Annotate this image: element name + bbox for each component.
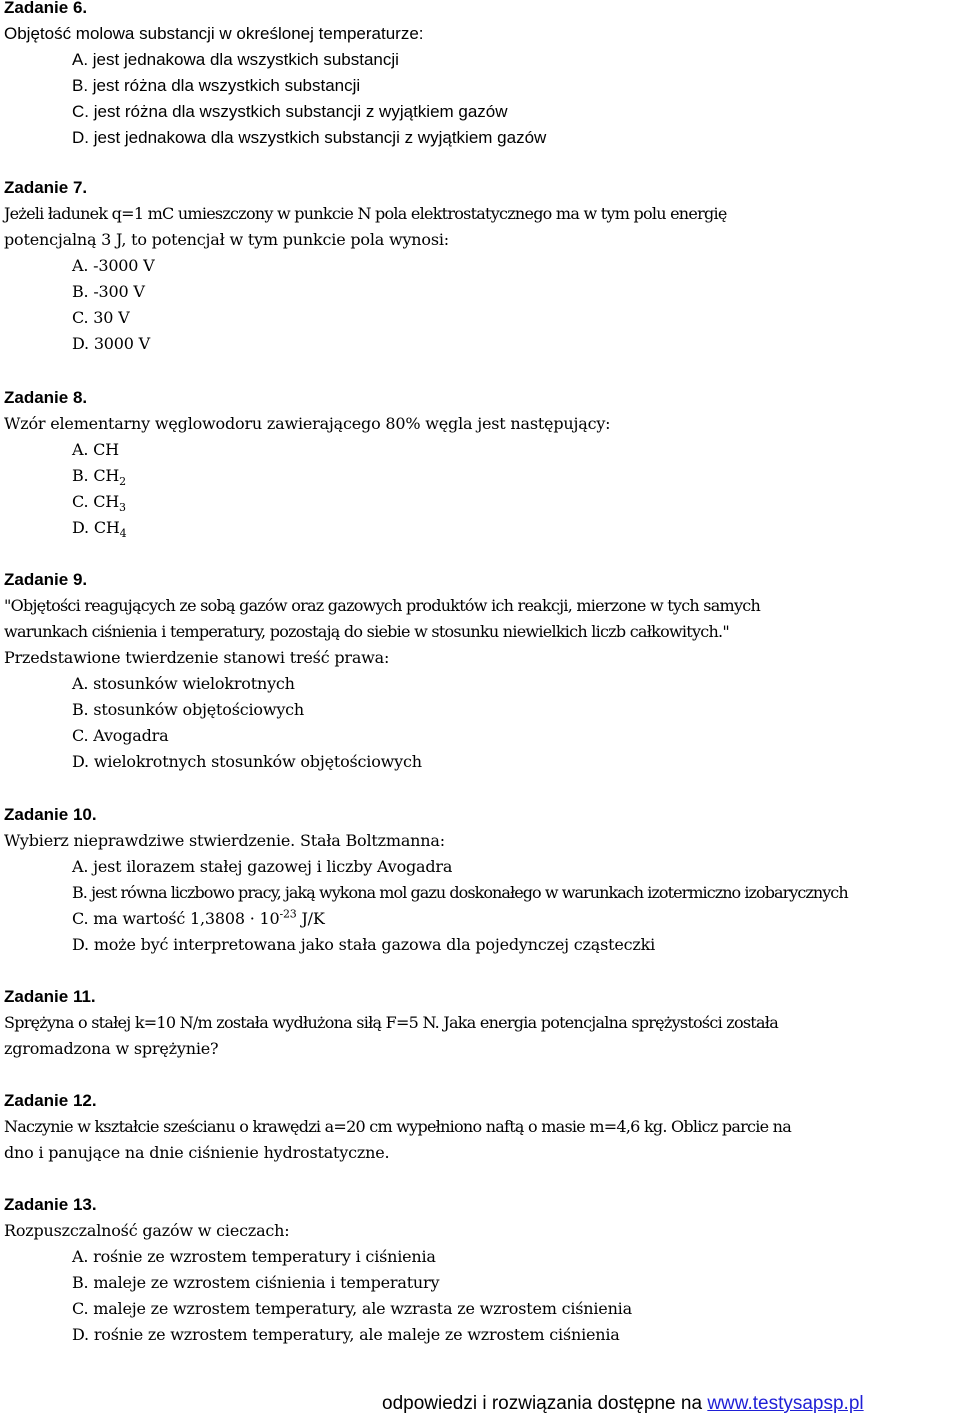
answer-option: A. jest jednakowa dla wszystkich substancji [72,50,399,69]
task-question: Sprężyna o stałej k=10 N/m została wydłużona siłą F=5 N. Jaka energia potencjalna sprężystości została [4,1013,778,1032]
task-question: Naczynie w kształcie sześcianu o krawędzi a=20 cm wypełniono naftą o masie m=4,6 kg. Oblicz parcie na [4,1117,792,1136]
website-link[interactable]: www.testysapsp.pl [707,1393,864,1414]
constant-value: C. ma wartość 1,3808 · 10 [72,909,280,928]
formula-text: A. CH [72,440,119,459]
task-question: zgromadzona w sprężynie? [4,1039,219,1058]
task-title: Zadanie 10. [4,805,97,824]
task-title: Zadanie 11. [4,987,96,1006]
task-title: Zadanie 7. [4,178,88,197]
page-footer [382,1390,864,1418]
answer-option: D. 3000 V [72,334,150,353]
answer-option: D. wielokrotnych stosunków objętościowych [72,752,422,771]
footer-text: odpowiedzi i rozwiązania dostępne na [382,1393,708,1414]
answer-option: C. Avogadra [72,726,169,745]
answer-option: B. stosunków objętościowych [72,700,305,719]
answer-option: B. jest równa liczbowo pracy, jaką wykona mol gazu doskonałego w warunkach izotermiczno izobarycznych [72,883,848,902]
exponent: -23 [279,907,297,921]
answer-option: A. -3000 V [72,256,155,275]
task-question: Wzór elementarny węglowodoru zawierającego 80% węgla jest następujący: [4,414,611,433]
answer-option: D. jest jednakowa dla wszystkich substancji z wyjątkiem gazów [72,128,547,147]
task-title: Zadanie 13. [4,1195,97,1214]
task-question: warunkach ciśnienia i temperatury, pozostają do siebie w stosunku niewielkich liczb całkowitych." [4,622,729,641]
task-question: dno i panujące na dnie ciśnienie hydrostatyczne. [4,1143,390,1162]
answer-option: D. rośnie ze wzrostem temperatury, ale maleje ze wzrostem ciśnienia [72,1325,620,1344]
answer-option: C. maleje ze wzrostem temperatury, ale wzrasta ze wzrostem ciśnienia [72,1299,632,1318]
formula-subscript: 2 [119,475,126,489]
task-question: Przedstawione twierdzenie stanowi treść prawa: [4,648,390,667]
answer-option: A. stosunków wielokrotnych [72,674,295,693]
task-question: Rozpuszczalność gazów w cieczach: [4,1221,290,1240]
task-10 [4,802,958,958]
unit: J/K [296,909,325,928]
formula-text: D. CH [72,518,120,537]
task-12 [4,1088,958,1166]
task-title: Zadanie 6. [4,0,88,17]
task-question: "Objętości reagujących ze sobą gazów oraz gazowych produktów ich reakcji, mierzone w tych samych [4,596,761,615]
task-11 [4,984,958,1062]
answer-option: C. jest różna dla wszystkich substancji z wyjątkiem gazów [72,102,508,121]
answer-option [4,463,958,489]
task-9 [4,567,958,775]
formula-text: B. CH [72,466,120,485]
formula-subscript: 4 [119,527,127,541]
answer-option [4,515,958,541]
task-6 [4,0,958,151]
task-title: Zadanie 8. [4,388,88,407]
task-8 [4,385,958,541]
answer-option: B. maleje ze wzrostem ciśnienia i temperatury [72,1273,440,1292]
answer-option: A. rośnie ze wzrostem temperatury i ciśnienia [72,1247,436,1266]
task-question: Wybierz nieprawdziwe stwierdzenie. Stała Boltzmanna: [4,831,445,850]
task-13 [4,1192,958,1348]
answer-option: A. jest ilorazem stałej gazowej i liczby Avogadra [72,857,453,876]
task-question: Objętość molowa substancji w określonej temperaturze: [4,24,424,43]
task-title: Zadanie 12. [4,1091,97,1110]
task-question: potencjalną 3 J, to potencjał w tym punkcie pola wynosi: [4,230,449,249]
task-question: Jeżeli ładunek q=1 mC umieszczony w punkcie N pola elektrostatycznego ma w tym polu energię [4,204,727,223]
answer-option [4,906,958,932]
task-title: Zadanie 9. [4,570,88,589]
formula-text: C. CH [72,492,120,511]
answer-option: D. może być interpretowana jako stała gazowa dla pojedynczej cząsteczki [72,935,655,954]
answer-option: C. 30 V [72,308,130,327]
answer-option [4,489,958,515]
answer-option: B. -300 V [72,282,145,301]
answer-option: B. jest różna dla wszystkich substancji [72,76,361,95]
answer-option [4,437,958,463]
task-7 [4,175,958,357]
formula-subscript: 3 [119,501,126,515]
